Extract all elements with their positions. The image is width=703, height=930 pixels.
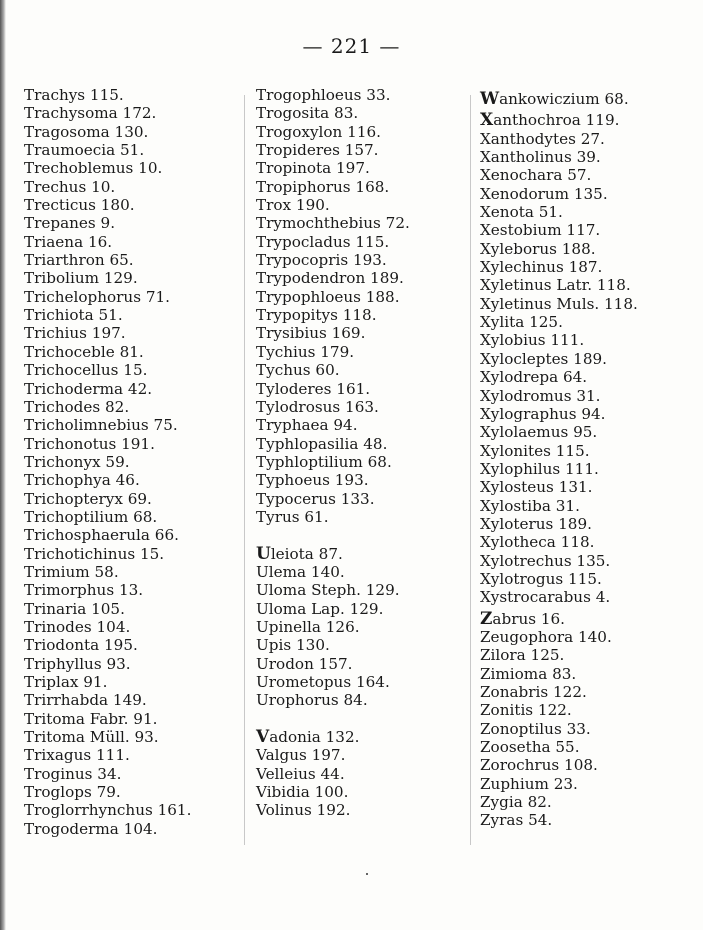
index-entry: Tritoma Fabr. 91.	[24, 709, 158, 728]
index-entry: Traumoecia 51.	[24, 141, 145, 160]
index-column-2	[256, 86, 410, 820]
index-entry: Typhlopasilia 48.	[256, 434, 388, 453]
index-entry: Triaena 16.	[24, 232, 113, 251]
index-entry: Trichotichinus 15.	[24, 544, 165, 563]
index-entry: Trinodes 104.	[24, 617, 131, 636]
index-entry: Tragosoma 130.	[24, 122, 149, 141]
column-divider	[470, 95, 471, 845]
index-entry: Zonitis 122.	[480, 701, 572, 720]
index-entry: Ulema 140.	[256, 562, 345, 581]
index-entry: Troginus 34.	[24, 764, 122, 783]
index-entry: Velleius 44.	[256, 764, 345, 783]
index-entry: Trypopitys 118.	[256, 306, 377, 325]
index-entry: Tropinota 197.	[256, 159, 370, 178]
index-entry: Xylosteus 131.	[480, 478, 593, 497]
index-entry	[480, 90, 638, 108]
initial-letter: Z	[480, 608, 493, 629]
initial-letter: X	[480, 110, 494, 131]
index-entry: Zoosetha 55.	[480, 738, 580, 757]
index-entry: Trecticus 180.	[24, 196, 135, 215]
index-entry: Tribolium 129.	[24, 269, 138, 288]
index-entry: Tyrus 61.	[256, 507, 329, 526]
index-entry: Xylodromus 31.	[480, 386, 601, 405]
index-entry: Tropideres 157.	[256, 141, 379, 160]
index-entry: Trinaria 105.	[24, 599, 125, 618]
initial-letter: W	[480, 89, 500, 109]
column-divider	[244, 95, 245, 845]
index-entry: Xestobium 117.	[480, 221, 601, 240]
index-entry: Typocerus 133.	[256, 489, 375, 508]
index-entry: Zonoptilus 33.	[480, 719, 591, 738]
index-entry: Xyletinus Muls. 118.	[480, 294, 638, 313]
index-entry: Trichiota 51.	[24, 306, 123, 325]
index-entry: Valgus 197.	[256, 746, 346, 765]
index-entry: Xystrocarabus 4.	[480, 588, 611, 607]
index-entry: Trogoderma 104.	[24, 819, 158, 838]
speck	[366, 873, 368, 875]
index-entry: Trichocellus 15.	[24, 361, 148, 380]
index-entry: Trimorphus 13.	[24, 581, 144, 600]
index-entry: Trimium 58.	[24, 562, 119, 581]
initial-letter: U	[256, 543, 271, 564]
index-entry: Zonabris 122.	[480, 683, 587, 701]
index-entry: Trachysoma 172.	[24, 104, 157, 123]
index-entry: Tyloderes 161.	[256, 379, 371, 398]
index-entry: Tricholimnebius 75.	[24, 416, 178, 435]
index-entry: Trirrhabda 149.	[24, 691, 147, 710]
index-entry: Xylotrechus 135.	[480, 551, 611, 570]
index-entry: Urophorus 84.	[256, 691, 368, 710]
index-entry: Tychius 179.	[256, 342, 355, 361]
index-entry: Xyleborus 188.	[480, 239, 596, 258]
index-entry: Trichopteryx 69.	[24, 489, 152, 508]
index-entry: Xanthodytes 27.	[480, 129, 605, 148]
index-entry: Trichelophorus 71.	[24, 287, 170, 306]
index-entry: Trymochthebius 72.	[256, 214, 410, 233]
index-entry: Trichoderma 42.	[24, 379, 153, 398]
index-entry: Tritoma Müll. 93.	[24, 728, 159, 747]
index-entry: Triodonta 195.	[24, 636, 138, 655]
index-entry: Xylolaemus 95.	[480, 423, 598, 442]
index-entry: Upinella 126.	[256, 617, 360, 636]
index-entry: Trechus 10.	[24, 177, 116, 196]
index-entry: Xantholinus 39.	[480, 148, 601, 167]
index-entry: Trichonyx 59.	[24, 452, 130, 471]
index-entry: Xylophilus 111.	[480, 459, 599, 478]
index-entry: Typhloptilium 68.	[256, 452, 392, 471]
index-entry: Trichonotus 191.	[24, 434, 155, 453]
index-entry: Xenodorum 135.	[480, 184, 608, 203]
index-entry: Xylotheca 118.	[480, 533, 595, 552]
index-entry: Triphyllus 93.	[24, 654, 131, 673]
index-entry: Zygia 82.	[480, 793, 552, 812]
index-entry: Zeugophora 140.	[480, 627, 612, 646]
index-entry: Trechoblemus 10.	[24, 159, 163, 178]
index-entry: Zilora 125.	[480, 646, 565, 665]
index-entry: Xyletinus Latr. 118.	[480, 276, 631, 295]
index-entry: Trox 190.	[256, 196, 330, 215]
index-entry: Xylodrepa 64.	[480, 368, 588, 387]
index-entry: Xyloterus 189.	[480, 514, 592, 533]
index-entry: Trysibius 169.	[256, 324, 366, 343]
index-entry: Trepanes 9.	[24, 214, 116, 233]
spacer	[256, 526, 410, 544]
index-entry: Zorochrus 108.	[480, 756, 598, 775]
index-entry: Vibidia 100.	[256, 783, 349, 802]
entry-rest: leiota 87.	[270, 544, 343, 563]
index-entry: Trypodendron 189.	[256, 269, 404, 288]
index-entry: Tylodrosus 163.	[256, 397, 379, 416]
index-entry: Xylocleptes 189.	[480, 349, 607, 368]
index-entry	[256, 728, 410, 746]
index-entry: Tropiphorus 168.	[256, 177, 390, 196]
index-entry: Xenota 51.	[480, 203, 563, 222]
index-entry: Trichoceble 81.	[24, 342, 144, 361]
index-entry: Trypocladus 115.	[256, 232, 390, 251]
index-entry: Zimioma 83.	[480, 664, 577, 683]
index-entry: Xylechinus 187.	[480, 258, 603, 277]
index-entry: Trogophloeus 33.	[256, 86, 391, 104]
index-entry: Urodon 157.	[256, 654, 353, 673]
index-entry: Xylobius 111.	[480, 331, 585, 350]
index-entry: Zuphium 23.	[480, 774, 578, 793]
index-entry	[480, 610, 638, 628]
index-entry: Tryphaea 94.	[256, 416, 358, 435]
index-entry: Troglops 79.	[24, 783, 121, 802]
index-column-1	[24, 86, 191, 838]
index-entry: Trachys 115.	[24, 86, 124, 104]
index-entry: Xylonites 115.	[480, 441, 590, 460]
index-entry: Volinus 192.	[256, 801, 351, 820]
index-entry: Xylostiba 31.	[480, 496, 580, 515]
index-entry: Trichophya 46.	[24, 471, 140, 490]
index-entry: Trypophloeus 188.	[256, 287, 400, 306]
spacer	[256, 710, 410, 728]
index-entry: Trogoxylon 116.	[256, 122, 381, 141]
index-entry: Typhoeus 193.	[256, 471, 369, 490]
initial-letter: V	[256, 727, 270, 748]
index-entry	[256, 545, 410, 563]
entry-rest: ankowiczium 68.	[499, 90, 629, 108]
index-entry: Uloma Steph. 129.	[256, 581, 400, 600]
index-entry: Zyras 54.	[480, 811, 553, 830]
index-entry: Trichius 197.	[24, 324, 126, 343]
index-entry: Troglorrhynchus 161.	[24, 801, 192, 820]
index-entry: Xenochara 57.	[480, 166, 592, 185]
entry-rest: abrus 16.	[492, 609, 566, 628]
index-entry: Triarthron 65.	[24, 251, 134, 270]
index-entry: Upis 130.	[256, 636, 330, 655]
page-number: — 221 —	[302, 34, 401, 58]
index-entry: Xylita 125.	[480, 313, 563, 332]
entry-rest: adonia 132.	[269, 728, 360, 747]
index-entry: Xylotrogus 115.	[480, 569, 602, 588]
index-entry: Trichodes 82.	[24, 397, 130, 416]
entry-rest: anthochroa 119.	[493, 111, 620, 130]
index-entry: Trichoptilium 68.	[24, 507, 158, 526]
index-entry: Triplax 91.	[24, 673, 108, 691]
index-entry: Tychus 60.	[256, 361, 340, 380]
index-entry: Urometopus 164.	[256, 673, 390, 691]
index-entry: Trichosphaerula 66.	[24, 526, 179, 545]
index-column-3	[480, 90, 638, 830]
index-entry	[480, 111, 638, 129]
index-entry: Trypocopris 193.	[256, 251, 387, 270]
index-entry: Uloma Lap. 129.	[256, 599, 384, 618]
index-entry: Xylographus 94.	[480, 404, 606, 423]
page-binding-edge	[0, 0, 6, 930]
index-entry: Trixagus 111.	[24, 746, 130, 765]
index-entry: Trogosita 83.	[256, 104, 359, 123]
